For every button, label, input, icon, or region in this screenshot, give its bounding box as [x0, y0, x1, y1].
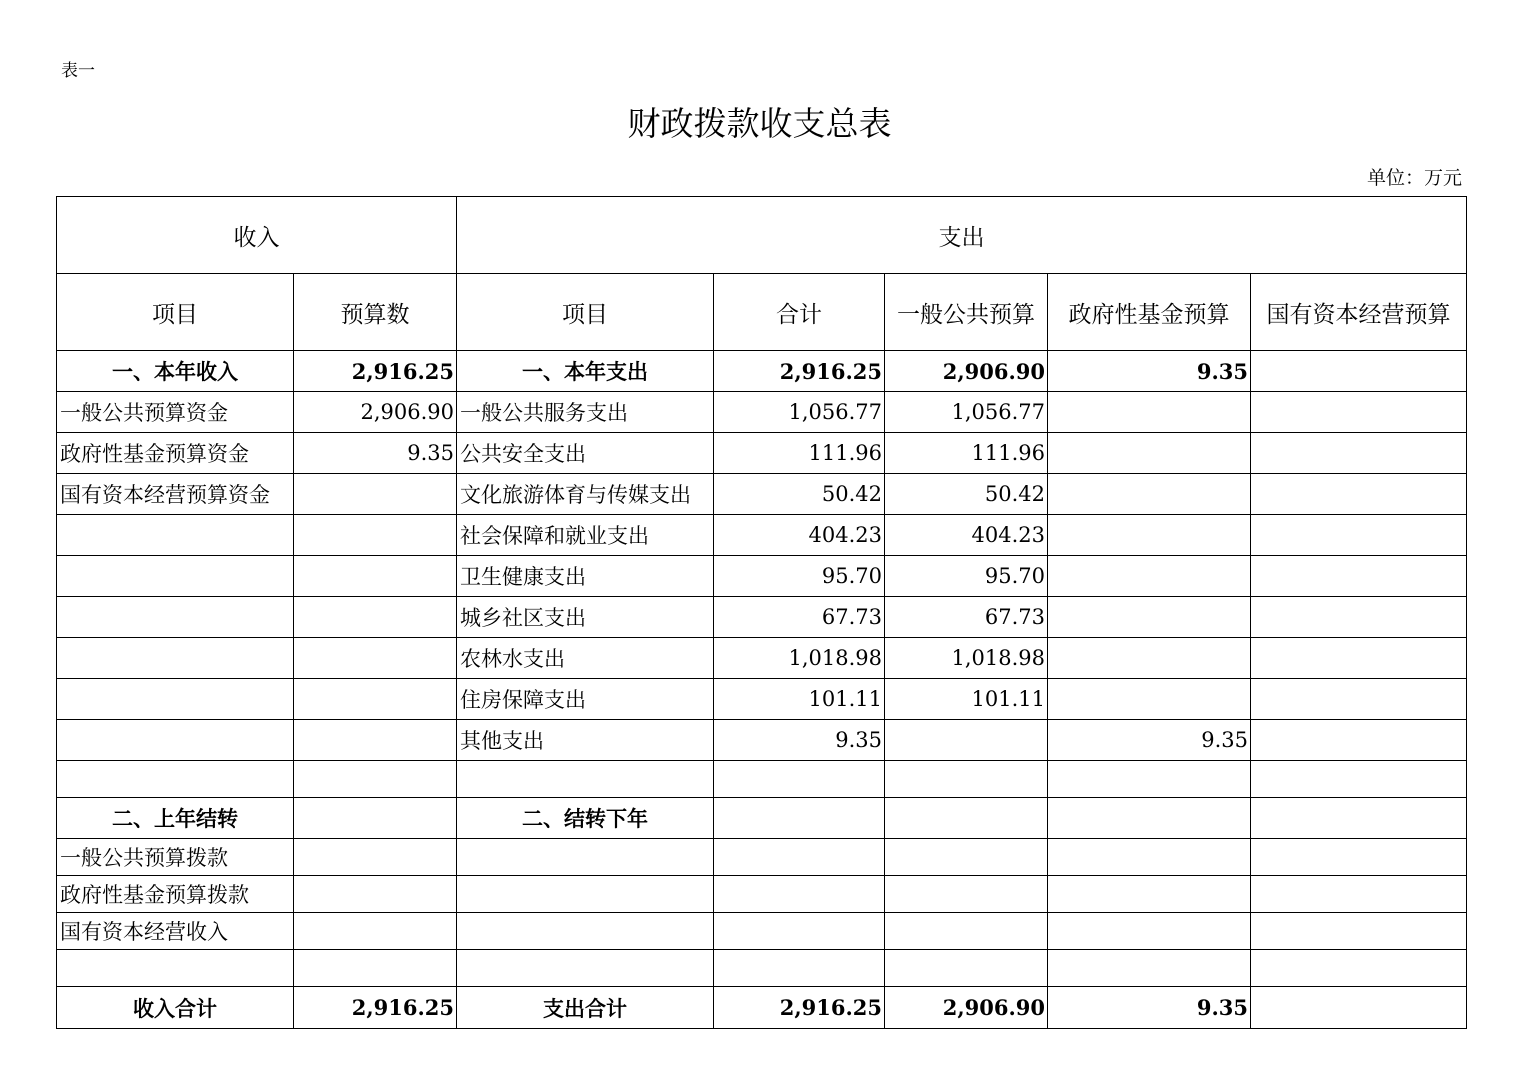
cell-expenditure-item: 二、结转下年 [457, 798, 714, 839]
cell-expenditure-total: 1,018.98 [714, 638, 885, 679]
cell-income-item: 国有资本经营收入 [57, 913, 294, 950]
cell-expenditure-total: 404.23 [714, 515, 885, 556]
cell-state-capital-budget [1251, 950, 1467, 987]
cell-income-budget [294, 597, 457, 638]
cell-state-capital-budget [1251, 679, 1467, 720]
table-row [57, 351, 1467, 392]
cell-expenditure-item [457, 913, 714, 950]
cell-state-capital-budget [1251, 556, 1467, 597]
cell-income-budget [294, 761, 457, 798]
cell-expenditure-item [457, 839, 714, 876]
cell-expenditure-item: 社会保障和就业支出 [457, 515, 714, 556]
cell-income-budget: 2,916.25 [294, 351, 457, 392]
cell-general-budget: 404.23 [885, 515, 1048, 556]
table-row [57, 913, 1467, 950]
cell-state-capital-budget [1251, 351, 1467, 392]
table-row [57, 474, 1467, 515]
table-row [57, 950, 1467, 987]
expenditure-header: 支出 [457, 197, 1467, 274]
col-header-state-capital-budget: 国有资本经营预算 [1251, 274, 1467, 351]
cell-income-item [57, 761, 294, 798]
cell-expenditure-item [457, 876, 714, 913]
cell-expenditure-item: 一、本年支出 [457, 351, 714, 392]
cell-state-capital-budget [1251, 987, 1467, 1029]
cell-income-item [57, 720, 294, 761]
cell-income-budget [294, 839, 457, 876]
cell-general-budget [885, 950, 1048, 987]
income-header: 收入 [57, 197, 457, 274]
cell-income-item [57, 950, 294, 987]
cell-expenditure-total: 2,916.25 [714, 987, 885, 1029]
table-row [57, 515, 1467, 556]
cell-state-capital-budget [1251, 761, 1467, 798]
cell-income-item: 一、本年收入 [57, 351, 294, 392]
table-row [57, 761, 1467, 798]
cell-income-item: 国有资本经营预算资金 [57, 474, 294, 515]
cell-fund-budget [1048, 876, 1251, 913]
cell-state-capital-budget [1251, 392, 1467, 433]
table-row [57, 798, 1467, 839]
cell-expenditure-total: 1,056.77 [714, 392, 885, 433]
cell-income-item: 一般公共预算资金 [57, 392, 294, 433]
cell-expenditure-total: 2,916.25 [714, 351, 885, 392]
cell-general-budget: 2,906.90 [885, 351, 1048, 392]
table-row [57, 392, 1467, 433]
cell-fund-budget [1048, 798, 1251, 839]
col-header-general-budget: 一般公共预算 [885, 274, 1048, 351]
cell-expenditure-total: 101.11 [714, 679, 885, 720]
cell-fund-budget: 9.35 [1048, 720, 1251, 761]
col-header-expenditure-item: 项目 [457, 274, 714, 351]
cell-general-budget: 2,906.90 [885, 987, 1048, 1029]
cell-expenditure-item [457, 761, 714, 798]
cell-income-item: 政府性基金预算拨款 [57, 876, 294, 913]
cell-expenditure-item: 农林水支出 [457, 638, 714, 679]
cell-fund-budget [1048, 950, 1251, 987]
cell-expenditure-total: 9.35 [714, 720, 885, 761]
unit-label: 单位：万元 [1366, 167, 1462, 189]
cell-state-capital-budget [1251, 876, 1467, 913]
cell-state-capital-budget [1251, 720, 1467, 761]
cell-income-item: 二、上年结转 [57, 798, 294, 839]
cell-fund-budget [1048, 638, 1251, 679]
cell-state-capital-budget [1251, 474, 1467, 515]
cell-expenditure-item: 城乡社区支出 [457, 597, 714, 638]
table-row [57, 876, 1467, 913]
cell-general-budget [885, 798, 1048, 839]
cell-expenditure-total: 67.73 [714, 597, 885, 638]
cell-state-capital-budget [1251, 839, 1467, 876]
cell-expenditure-item: 公共安全支出 [457, 433, 714, 474]
cell-general-budget [885, 720, 1048, 761]
cell-fund-budget [1048, 556, 1251, 597]
cell-general-budget: 95.70 [885, 556, 1048, 597]
cell-expenditure-total [714, 876, 885, 913]
cell-expenditure-item [457, 950, 714, 987]
cell-income-budget [294, 876, 457, 913]
cell-expenditure-item: 一般公共服务支出 [457, 392, 714, 433]
cell-general-budget [885, 913, 1048, 950]
table-row [57, 556, 1467, 597]
cell-state-capital-budget [1251, 597, 1467, 638]
cell-state-capital-budget [1251, 638, 1467, 679]
cell-expenditure-total [714, 950, 885, 987]
cell-income-budget [294, 720, 457, 761]
cell-general-budget: 101.11 [885, 679, 1048, 720]
cell-general-budget: 111.96 [885, 433, 1048, 474]
cell-general-budget: 67.73 [885, 597, 1048, 638]
cell-state-capital-budget [1251, 798, 1467, 839]
col-header-income-item: 项目 [57, 274, 294, 351]
cell-expenditure-total: 50.42 [714, 474, 885, 515]
cell-expenditure-total [714, 913, 885, 950]
col-header-budget: 预算数 [294, 274, 457, 351]
table-row [57, 679, 1467, 720]
cell-income-budget [294, 950, 457, 987]
cell-state-capital-budget [1251, 913, 1467, 950]
cell-income-budget [294, 474, 457, 515]
cell-income-item [57, 638, 294, 679]
cell-fund-budget [1048, 679, 1251, 720]
cell-expenditure-item: 卫生健康支出 [457, 556, 714, 597]
cell-income-item: 一般公共预算拨款 [57, 839, 294, 876]
cell-fund-budget [1048, 433, 1251, 474]
cell-income-item [57, 556, 294, 597]
cell-income-budget [294, 638, 457, 679]
cell-general-budget: 1,018.98 [885, 638, 1048, 679]
cell-income-budget [294, 515, 457, 556]
table-row [57, 433, 1467, 474]
col-header-fund-budget: 政府性基金预算 [1048, 274, 1251, 351]
cell-fund-budget [1048, 913, 1251, 950]
cell-expenditure-item: 住房保障支出 [457, 679, 714, 720]
cell-fund-budget [1048, 392, 1251, 433]
cell-state-capital-budget [1251, 433, 1467, 474]
cell-expenditure-item: 文化旅游体育与传媒支出 [457, 474, 714, 515]
cell-income-budget: 9.35 [294, 433, 457, 474]
cell-expenditure-item: 其他支出 [457, 720, 714, 761]
cell-fund-budget [1048, 597, 1251, 638]
cell-expenditure-total [714, 798, 885, 839]
cell-expenditure-total [714, 839, 885, 876]
cell-fund-budget [1048, 761, 1251, 798]
cell-income-budget [294, 798, 457, 839]
cell-fund-budget [1048, 474, 1251, 515]
cell-income-item [57, 679, 294, 720]
cell-general-budget: 50.42 [885, 474, 1048, 515]
cell-general-budget [885, 839, 1048, 876]
table-row [57, 839, 1467, 876]
cell-income-budget: 2,906.90 [294, 392, 457, 433]
cell-income-item [57, 515, 294, 556]
cell-income-budget: 2,916.25 [294, 987, 457, 1029]
cell-general-budget: 1,056.77 [885, 392, 1048, 433]
cell-income-budget [294, 679, 457, 720]
cell-expenditure-total [714, 761, 885, 798]
table-row [57, 597, 1467, 638]
table-row [57, 638, 1467, 679]
table-label: 表一 [61, 61, 95, 81]
fiscal-table [56, 196, 1467, 1029]
cell-expenditure-total: 111.96 [714, 433, 885, 474]
cell-income-budget [294, 556, 457, 597]
table-row [57, 987, 1467, 1029]
cell-fund-budget [1048, 839, 1251, 876]
cell-expenditure-total: 95.70 [714, 556, 885, 597]
cell-income-item: 收入合计 [57, 987, 294, 1029]
cell-income-budget [294, 913, 457, 950]
cell-income-item: 政府性基金预算资金 [57, 433, 294, 474]
cell-state-capital-budget [1251, 515, 1467, 556]
cell-expenditure-item: 支出合计 [457, 987, 714, 1029]
col-header-total: 合计 [714, 274, 885, 351]
cell-income-item [57, 597, 294, 638]
page-title: 财政拨款收支总表 [627, 104, 892, 143]
cell-general-budget [885, 876, 1048, 913]
cell-fund-budget: 9.35 [1048, 351, 1251, 392]
cell-fund-budget: 9.35 [1048, 987, 1251, 1029]
cell-general-budget [885, 761, 1048, 798]
cell-fund-budget [1048, 515, 1251, 556]
table-row [57, 720, 1467, 761]
